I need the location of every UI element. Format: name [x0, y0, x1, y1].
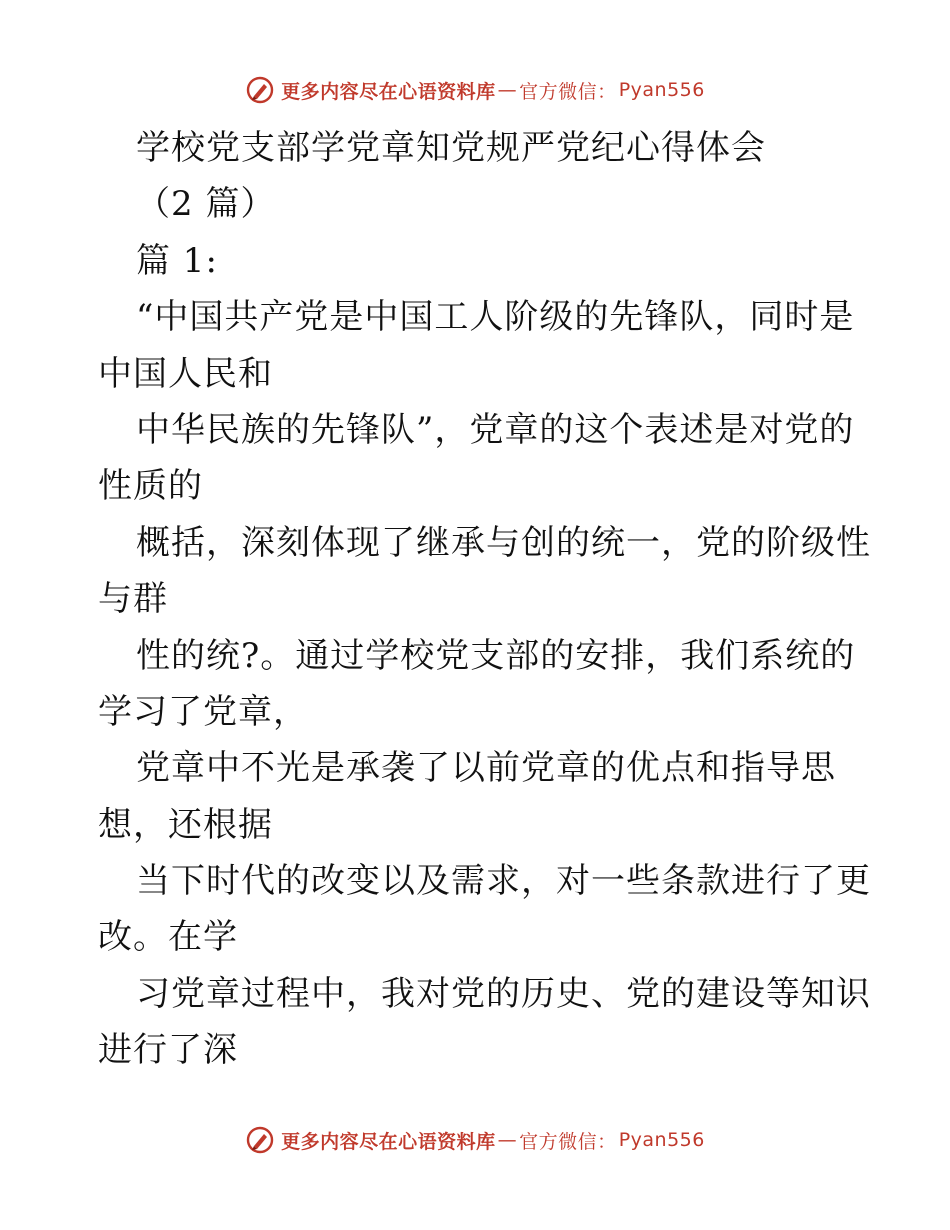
watermark-wechat-id: Pyan556	[618, 1129, 705, 1151]
paragraph-line: 性的统?。通过学校党支部的安排，我们系统的	[136, 635, 856, 676]
paragraph-line: 概括，深刻体现了继承与创的统一，党的阶级性	[136, 522, 871, 563]
paragraph-line: 性质的	[98, 466, 203, 507]
paragraph-line: 当下时代的改变以及需求，对一些条款进行了更	[136, 861, 871, 902]
watermark-separator: —	[497, 79, 518, 101]
watermark-main-text: 更多内容尽在心语资料库	[281, 80, 496, 103]
document-title: 学校党支部学党章知党规严党纪心得体会	[136, 128, 766, 168]
paragraph-line: 中华民族的先锋队”，党章的这个表述是对党的	[136, 409, 855, 450]
header-watermark	[0, 70, 950, 110]
section-label: 篇 1:	[136, 240, 218, 281]
paragraph-line: 进行了深	[98, 1030, 238, 1071]
paragraph-line: 想，还根据	[98, 804, 273, 845]
paragraph-line: 改。在学	[98, 917, 238, 958]
watermark-separator: —	[497, 1129, 518, 1151]
paragraph-line: 与群	[98, 579, 168, 620]
paragraph-line: 党章中不光是承袭了以前党章的优点和指导思	[136, 748, 836, 789]
document-title-count: （2 篇）	[136, 184, 276, 225]
paragraph-line: 习党章过程中，我对党的历史、党的建设等知识	[136, 973, 871, 1014]
watermark-wechat-id: Pyan556	[618, 79, 705, 101]
document-body	[98, 120, 871, 1079]
footer-watermark	[0, 1120, 950, 1160]
pen-logo-icon	[245, 75, 275, 105]
pen-logo-icon	[245, 1125, 275, 1155]
watermark-main-text: 更多内容尽在心语资料库	[281, 1130, 496, 1153]
watermark-wechat-label: 官方微信：	[519, 1130, 617, 1153]
paragraph-line: 学习了党章，	[98, 691, 308, 732]
paragraph-line: “中国共产党是中国工人阶级的先锋队，同时是	[136, 297, 855, 338]
paragraph-line: 中国人民和	[98, 353, 273, 394]
watermark-wechat-label: 官方微信：	[519, 80, 617, 103]
